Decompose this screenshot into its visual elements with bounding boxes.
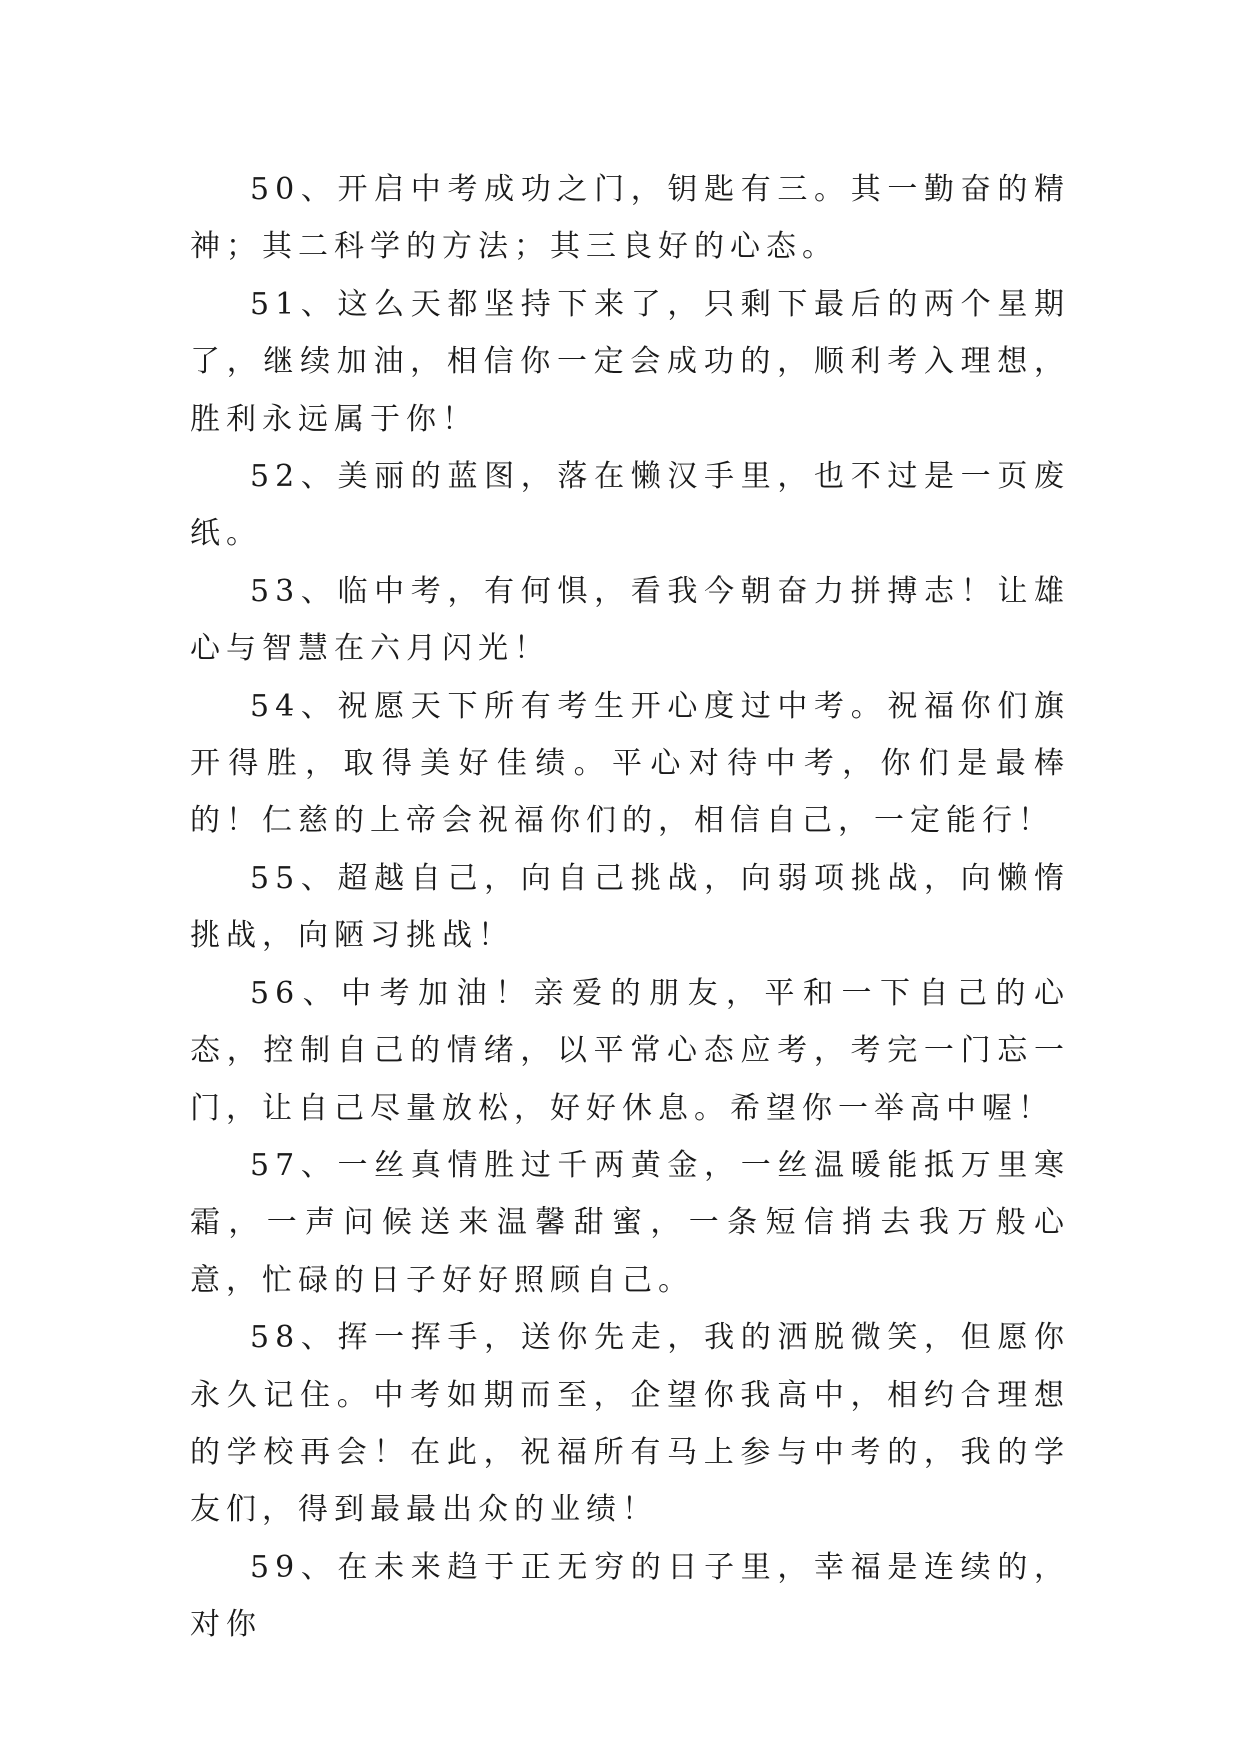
- paragraph-54: 54、祝愿天下所有考生开心度过中考。祝福你们旗开得胜，取得美好佳绩。平心对待中考，你们是最棒的！仁慈的上帝会祝福你们的，相信自己，一定能行！: [190, 688, 1070, 839]
- paragraph-51: 51、这么天都坚持下来了，只剩下最后的两个星期了，继续加油，相信你一定会成功的，顺利考入理想，胜利永远属于你！: [190, 286, 1070, 437]
- paragraph-50: 50、开启中考成功之门，钥匙有三。其一勤奋的精神；其二科学的方法；其三良好的心态。: [190, 172, 1070, 265]
- paragraph-57: 57、一丝真情胜过千两黄金，一丝温暖能抵万里寒霜，一声问候送来温馨甜蜜，一条短信捎去我万般心意，忙碌的日子好好照顾自己。: [190, 1147, 1070, 1298]
- paragraph-58: 58、挥一挥手，送你先走，我的洒脱微笑，但愿你永久记住。中考如期而至，企望你我高中，相约合理想的学校再会！在此，祝福所有马上参与中考的，我的学友们，得到最最出众的业绩！: [190, 1320, 1070, 1528]
- paragraph-53: 53、临中考，有何惧，看我今朝奋力拼搏志！让雄心与智慧在六月闪光！: [190, 573, 1070, 667]
- paragraph-55: 55、超越自己，向自己挑战，向弱项挑战，向懒惰挑战，向陋习挑战！: [190, 860, 1070, 954]
- paragraph-59: 59、在未来趋于正无穷的日子里，幸福是连续的，对你: [190, 1549, 1070, 1643]
- paragraph-56: 56、中考加油！亲爱的朋友，平和一下自己的心态，控制自己的情绪，以平常心态应考，考完一门忘一门，让自己尽量放松，好好休息。希望你一举高中喔！: [190, 975, 1070, 1126]
- paragraph-52: 52、美丽的蓝图，落在懒汉手里，也不过是一页废纸。: [190, 459, 1070, 552]
- document-body: [190, 161, 1070, 1654]
